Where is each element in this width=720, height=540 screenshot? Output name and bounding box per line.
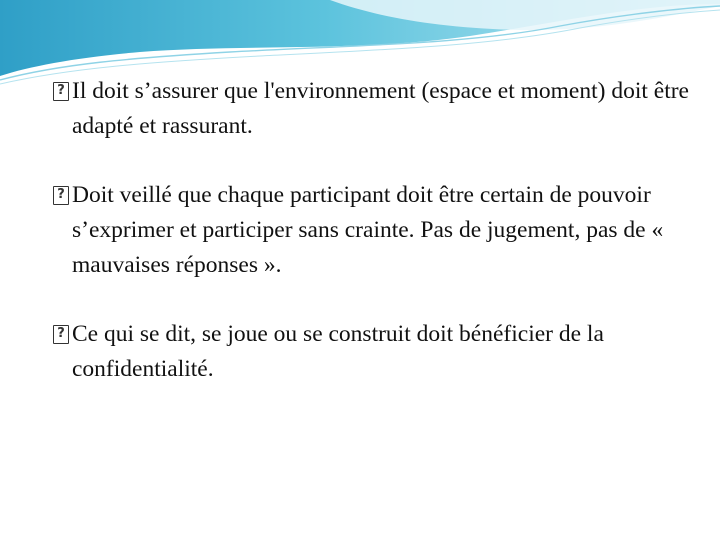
bullet-text: Doit veillé que chaque participant doit être certain de pouvoir s’exprimer et participer sans crainte. Pas de jugement, pas de « mauvaises réponses ». — [72, 182, 664, 278]
missing-glyph-box-icon — [53, 82, 69, 101]
bullet-item — [50, 74, 690, 144]
bullet-list — [50, 74, 690, 387]
missing-glyph-box-icon — [53, 186, 69, 205]
bullet-item — [50, 317, 690, 387]
missing-glyph-box-icon — [53, 325, 69, 344]
bullet-item — [50, 178, 690, 283]
bullet-text: Il doit s’assurer que l'environnement (espace et moment) doit être adapté et rassurant. — [72, 78, 689, 139]
bullet-text: Ce qui se dit, se joue ou se construit doit bénéficier de la confidentialité. — [72, 321, 604, 382]
